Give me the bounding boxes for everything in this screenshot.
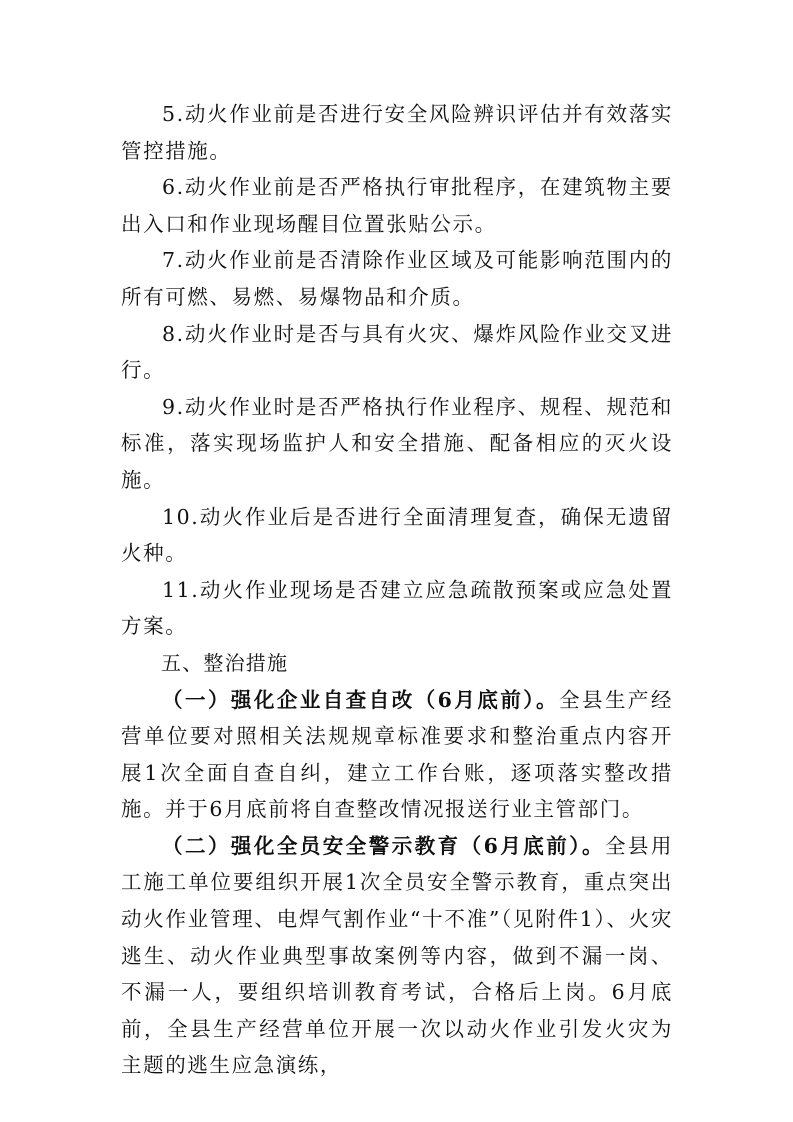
measure-lead-2: （二）强化全员安全警示教育（6月底前）。 bbox=[162, 833, 605, 858]
document-body bbox=[121, 96, 673, 1084]
checklist-item-8: 8.动火作业时是否与具有火灾、爆炸风险作业交叉进行。 bbox=[121, 321, 673, 383]
checklist-item-10: 10.动火作业后是否进行全面清理复查，确保无遗留火种。 bbox=[121, 504, 673, 566]
measure-paragraph-2 bbox=[121, 828, 673, 1084]
measure-text-1: 全县生产经营单位要对照相关法规规章标准要求和整治重点内容开展1次全面自查自纠，建立工作台账，逐项落实整改措施。并于6月底前将自查整改情况报送行业主管部门。 bbox=[121, 687, 673, 822]
checklist-item-6: 6.动火作业前是否严格执行审批程序，在建筑物主要出入口和作业现场醒目位置张贴公示。 bbox=[121, 175, 673, 236]
measure-text-2: 全县用工施工单位要组织开展1次全员安全警示教育，重点突出动火作业管理、电焊气割作业“十不准”（见附件1）、火灾逃生、动火作业典型事故案例等内容，做到不漏一岗、不漏一人，要组织培训教育考试，合格后上岗。6月底前，全县生产经营单位开展一次以动火作业引发火灾为主题的逃生应急演练， bbox=[121, 833, 673, 1078]
checklist-item-9: 9.动火作业时是否严格执行作业程序、规程、规范和标准，落实现场监护人和安全措施、配备相应的灭火设施。 bbox=[121, 394, 673, 492]
section-heading: 五、整治措施 bbox=[161, 650, 289, 675]
checklist-item-11: 11.动火作业现场是否建立应急疏散预案或应急处置方案。 bbox=[121, 577, 673, 639]
checklist-item-5: 5.动火作业前是否进行安全风险辨识评估并有效落实管控措施。 bbox=[121, 102, 673, 163]
measure-lead-1: （一）强化企业自查自改（6月底前）。 bbox=[162, 687, 559, 712]
measure-paragraph-1 bbox=[121, 682, 673, 828]
checklist-item-7: 7.动火作业前是否清除作业区域及可能影响范围内的所有可燃、易燃、易爆物品和介质。 bbox=[121, 248, 673, 309]
